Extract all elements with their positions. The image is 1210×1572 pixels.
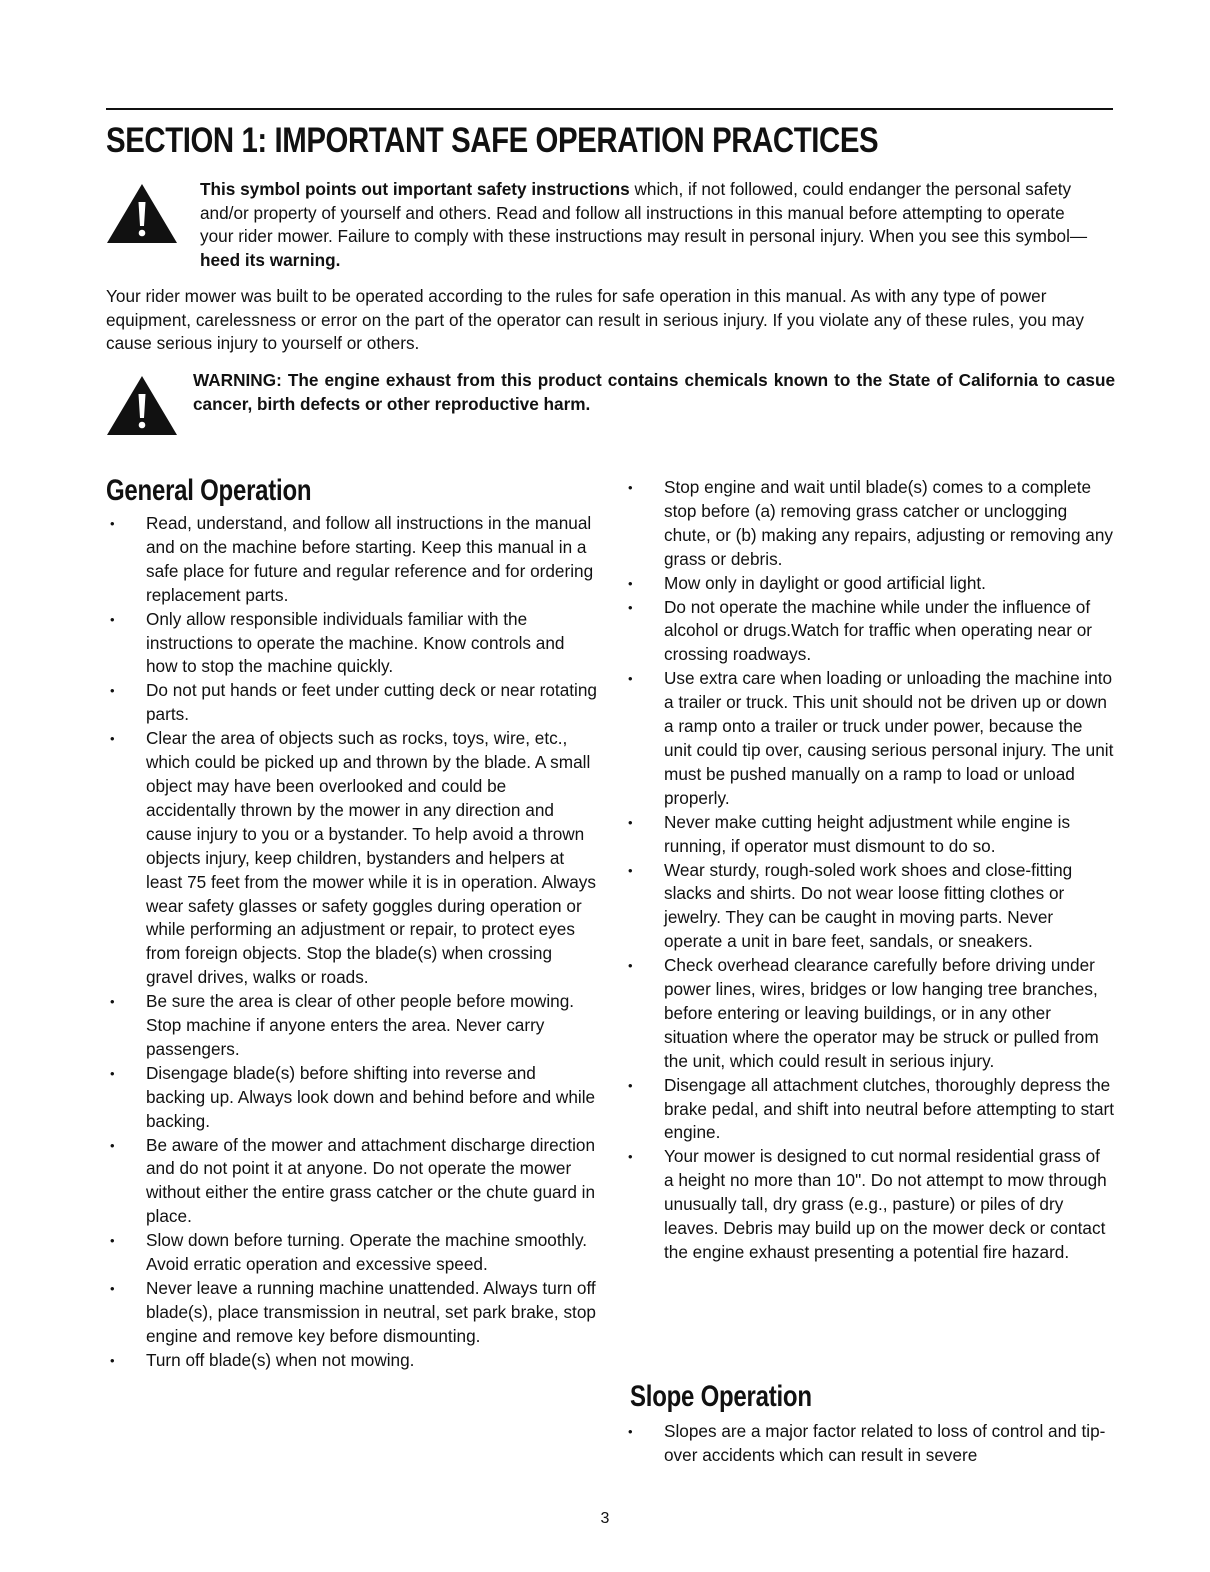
list-item: • Use extra care when loading or unloading the machine into a trailer or truck. This unit should not be driven up or down a ramp onto a trailer or truck under power, because the unit could tip over, causing serious personal injury. The unit must be pushed manually on a ramp to load or unload properly. <box>626 667 1114 810</box>
general-operation-list <box>108 512 598 1373</box>
list-item: • Clear the area of objects such as rocks, toys, wire, etc., which could be picked up and thrown by the blade. A small object may have been overlooked and could be accidentally thrown by the mower in any direction and cause injury to you or a bystander. To help avoid a thrown objects injury, keep children, bystanders and helpers at least 75 feet from the mower while it is in operation. Always wear safety glasses or safety goggles during operation or while performing an adjustment or repair, to protect eyes from foreign objects. Stop the blade(s) when crossing gravel drives, walks or roads. <box>108 727 598 990</box>
list-item: • Wear sturdy, rough-soled work shoes and close-fitting slacks and shirts. Do not wear loose fitting clothes or jewelry. They can be caught in moving parts. Never operate a unit in bare feet, sandals, or sneakers. <box>626 859 1114 955</box>
list-item: • Read, understand, and follow all instructions in the manual and on the machine before starting. Keep this manual in a safe place for future and regular reference and for ordering replacement parts. <box>108 512 598 608</box>
list-item: • Never leave a running machine unattended. Always turn off blade(s), place transmission in neutral, set park brake, stop engine and remove key before dismounting. <box>108 1277 598 1349</box>
list-item: • Only allow responsible individuals familiar with the instructions to operate the machine. Know controls and how to stop the machine quickly. <box>108 608 598 680</box>
section-divider <box>106 108 1113 110</box>
list-item: • Do not operate the machine while under the influence of alcohol or drugs.Watch for traffic when operating near or crossing roadways. <box>626 596 1114 668</box>
notice-bold-tail: heed its warning. <box>200 249 341 270</box>
slope-operation-list <box>626 1420 1114 1468</box>
notice-bold-lead: This symbol points out important safety instructions <box>200 179 630 199</box>
general-operation-heading: General Operation <box>106 474 312 507</box>
list-item: • Mow only in daylight or good artificial light. <box>626 572 1114 596</box>
warning-triangle-icon <box>106 182 178 244</box>
safety-symbol-notice <box>200 178 1090 272</box>
list-item: • Do not put hands or feet under cutting deck or near rotating parts. <box>108 679 598 727</box>
list-item: • Be aware of the mower and attachment discharge direction and do not point it at anyone. Do not operate the mower without either the entire grass catcher or the chute guard in place. <box>108 1134 598 1230</box>
list-item: • Disengage all attachment clutches, thoroughly depress the brake pedal, and shift into neutral before attempting to start engine. <box>626 1074 1114 1146</box>
notice-body: which, if not followed, could endanger the personal safety and/or property of yourself and others. Read and follow all instructions in this manual before attempting to operate your rider mower. Failure to comply with these instructions may result in personal injury. When you see this symbol— <box>200 179 1088 246</box>
section-title: SECTION 1: IMPORTANT SAFE OPERATION PRACTICES <box>106 121 879 160</box>
list-item: • Stop engine and wait until blade(s) comes to a complete stop before (a) removing grass catcher or unclogging chute, or (b) making any repairs, adjusting or removing any grass or debris. <box>626 476 1114 572</box>
warning-triangle-icon <box>106 374 178 436</box>
list-item: • Slopes are a major factor related to loss of control and tip-over accidents which can result in severe <box>626 1420 1114 1468</box>
list-item: • Be sure the area is clear of other people before mowing. Stop machine if anyone enters the area. Never carry passengers. <box>108 990 598 1062</box>
slope-operation-heading: Slope Operation <box>630 1380 812 1413</box>
list-item: • Check overhead clearance carefully before driving under power lines, wires, bridges or low hanging tree branches, before entering or leaving buildings, or in any other situation where the operator may be struck or pulled from the unit, which could result in serious injury. <box>626 954 1114 1074</box>
list-item: • Slow down before turning. Operate the machine smoothly. Avoid erratic operation and excessive speed. <box>108 1229 598 1277</box>
general-operation-list-continued <box>626 476 1114 1265</box>
list-item: • Your mower is designed to cut normal residential grass of a height no more than 10". Do not attempt to mow through unusually tall, dry grass (e.g., pasture) or piles of dry leaves. Debris may build up on the mower deck or contact the engine exhaust presenting a potential fire hazard. <box>626 1145 1114 1265</box>
intro-paragraph: Your rider mower was built to be operated according to the rules for safe operation in this manual. As with any type of power equipment, carelessness or error on the part of the operator can result in serious injury. If you violate any of these rules, you may cause serious injury to yourself or others. <box>106 286 1084 353</box>
list-item: • Disengage blade(s) before shifting into reverse and backing up. Always look down and behind before and while backing. <box>108 1062 598 1134</box>
page-number: 3 <box>600 1510 610 1527</box>
list-item: • Turn off blade(s) when not mowing. <box>108 1349 598 1373</box>
list-item: • Never make cutting height adjustment while engine is running, if operator must dismount to do so. <box>626 811 1114 859</box>
prop65-warning: WARNING: The engine exhaust from this product contains chemicals known to the State of California to casue cancer, birth defects or other reproductive harm. <box>193 370 1115 414</box>
